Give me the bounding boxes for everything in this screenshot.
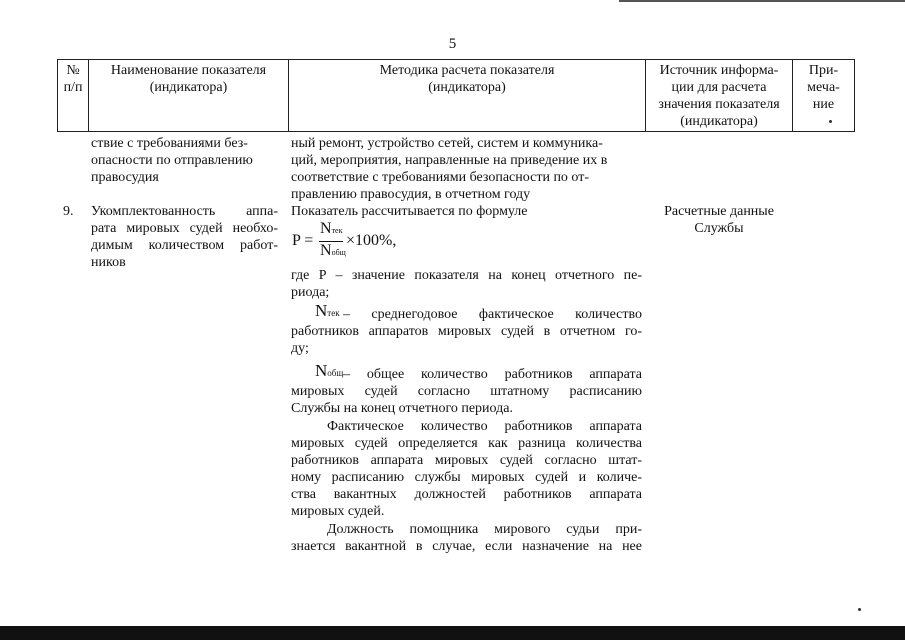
header-source: Источник информа- ции для расчета значения показателя (индикатора): [658, 63, 780, 129]
formula-denominator: Nобщ: [320, 242, 346, 259]
formula-lhs: P =: [292, 232, 314, 249]
indicator-name: Укомплектованность аппа- рата мировых судей необхо- димым количеством работ- ников: [91, 204, 278, 270]
method-intro: Показатель рассчитывается по формуле: [291, 204, 528, 219]
header-note: При- меча- ние: [807, 63, 840, 112]
row-number: 9.: [63, 204, 74, 219]
header-bottom-border: [57, 131, 855, 132]
continued-method-text: ный ремонт, устройство сетей, систем и коммуника- ций, мероприятия, направленные на приведение их в соответствие с требованиями безопасности по от- правлению правосудия, в отчетном году: [291, 136, 608, 202]
method-paragraph-2: Должность помощника мирового судьи при- знается вакантной в случае, если назначение на нее: [291, 522, 642, 554]
header-method: Методика расчета показателя (индикатора): [379, 63, 555, 95]
header-indicator-name: Наименование показателя (индикатора): [110, 63, 267, 95]
table-right-border: [854, 59, 855, 132]
scan-speck: [858, 608, 861, 611]
definition-p: где P – значение показателя на конец отчетного пе- риода;: [291, 268, 642, 300]
formula-numerator: Nтек: [320, 220, 343, 237]
ntek-symbol: Nтек: [315, 301, 340, 320]
page-number: 5: [448, 36, 457, 52]
formula: [292, 222, 422, 262]
continued-indicator-name: ствие с требованиями без- опасности по отправлению правосудия: [91, 136, 253, 185]
ntek-definition: – среднегодовое фактическое количество работников аппаратов мировых судей в отчетном го- ду;: [291, 307, 642, 356]
scan-bottom-edge: [0, 626, 905, 640]
nobsh-definition: – общее количество работников аппарата мировых судей согласно штатному расписанию Службы на конец отчетного периода.: [291, 367, 642, 416]
header-number: № п/п: [63, 63, 83, 95]
method-paragraph-1: Фактическое количество работников аппарата мировых судей определяется как разница количества работников аппарата мировых судей согласно штат- ному расписанию службы мировых судей и количе- ства вакантных должностей работников аппарата мировых судей.: [291, 419, 642, 519]
table-top-border: [57, 59, 855, 60]
scan-speck: [829, 120, 832, 123]
formula-rhs: ×100%,: [346, 232, 397, 249]
top-edge-rule: [619, 0, 905, 2]
source-text: Расчетные данные Службы: [664, 204, 774, 236]
nobsh-symbol: Nобщ: [315, 361, 344, 380]
